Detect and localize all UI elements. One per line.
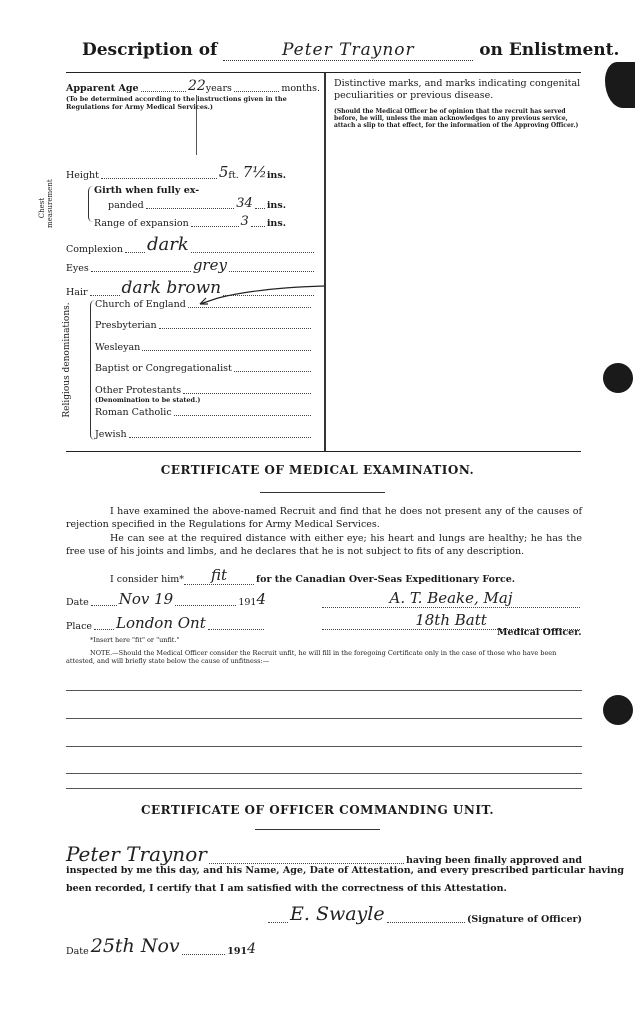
medical-officer-signature-line xyxy=(322,588,580,608)
age-note: (To be determined according to the instructions given in the Regulations for Army Medical Services.) xyxy=(66,95,287,111)
medical-date-row xyxy=(66,590,266,608)
height-in-value: 7½ xyxy=(242,163,267,181)
consider-row xyxy=(110,566,580,585)
height-label: Height xyxy=(66,170,99,181)
officer-signature: E. Swayle xyxy=(290,903,385,925)
binder-hole-artifact xyxy=(605,62,635,108)
medical-place-label: Place xyxy=(66,621,93,632)
complexion-label: Complexion xyxy=(66,244,123,255)
distinctive-marks-note: (Should the Medical Officer be of opinion that the recruit has served before, he will, unless the man acknowledges to any previous service, attach a slip to that effect, for the information of the Approving Officer.) xyxy=(334,108,579,129)
commanding-date-row xyxy=(66,935,256,957)
medical-officer-signature: A. T. Beake, Maj xyxy=(389,589,513,607)
commanding-line-1 xyxy=(66,842,582,866)
apparent-age-row xyxy=(66,78,320,94)
consider-prefix: I consider him* xyxy=(110,574,185,585)
unfitness-line[interactable] xyxy=(66,690,582,691)
girth-unit: ins. xyxy=(266,200,286,211)
distinctive-marks-heading: Distinctive marks, and marks indicating congenital peculiarities or previous disease. xyxy=(334,78,581,101)
document-title xyxy=(82,40,620,61)
religion-label: Roman Catholic xyxy=(95,407,172,418)
officer-signature-row xyxy=(266,903,582,925)
heading-divider xyxy=(260,492,385,493)
commanding-line-3: been recorded, I certify that I am satisfied with the correctness of this Attestation. xyxy=(66,883,507,894)
apparent-age-label: Apparent Age xyxy=(66,83,139,94)
recruit-name-handwritten: Peter Traynor xyxy=(223,40,473,61)
range-value: 3 xyxy=(240,214,249,229)
section-rule xyxy=(66,451,581,452)
religion-label: Jewish xyxy=(95,429,127,440)
binder-hole xyxy=(603,695,633,725)
religion-row[interactable] xyxy=(95,385,313,396)
commanding-year-prefix: 191 xyxy=(227,946,248,957)
girth-label-line1: Girth when fully ex- xyxy=(94,185,200,196)
range-row xyxy=(94,214,286,229)
commanding-line-1-suffix: having been finally approved and xyxy=(405,855,582,866)
medical-officer-title: Medical Officer. xyxy=(497,627,582,638)
medical-date-label: Date xyxy=(66,597,89,608)
binder-hole xyxy=(603,363,633,393)
heading-divider xyxy=(255,829,380,830)
church-of-england-check-mark xyxy=(198,284,328,308)
medical-certificate-heading: CERTIFICATE OF MEDICAL EXAMINATION. xyxy=(160,463,475,477)
complexion-row xyxy=(66,234,316,255)
hair-label: Hair xyxy=(66,287,88,298)
years-label: years xyxy=(205,83,232,94)
unfitness-line[interactable] xyxy=(66,718,582,719)
eyes-label: Eyes xyxy=(66,263,89,274)
religion-row[interactable] xyxy=(95,363,313,374)
religion-row[interactable] xyxy=(95,320,313,331)
ft-label: ft. xyxy=(228,170,239,181)
consider-suffix: for the Canadian Over-Seas Expeditionary Force. xyxy=(256,574,516,585)
medical-year-suffix: 4 xyxy=(256,590,266,608)
girth-row xyxy=(94,196,286,211)
range-unit: ins. xyxy=(266,218,286,229)
title-prefix: Description of xyxy=(82,40,218,60)
religion-group-label: Religious denominations. xyxy=(62,302,72,418)
medical-place-row xyxy=(66,614,266,632)
commanding-date-label: Date xyxy=(66,946,89,957)
eyes-row xyxy=(66,256,316,274)
height-ft-value: 5 xyxy=(218,163,229,181)
religion-label: Church of England xyxy=(95,299,186,310)
signature-label: (Signature of Officer) xyxy=(466,914,582,925)
chest-group-label: Chest measurement xyxy=(38,179,54,228)
unfitness-line[interactable] xyxy=(66,746,582,747)
religion-label: Other Protestants xyxy=(95,385,182,396)
unfitness-line[interactable] xyxy=(66,788,582,789)
complexion-value: dark xyxy=(146,234,189,255)
medical-place-value: London Ont xyxy=(116,614,206,632)
hair-value: dark brown xyxy=(121,278,222,298)
religion-label: Baptist or Congregationalist xyxy=(95,363,232,374)
commanding-date-value: 25th Nov xyxy=(90,935,180,957)
medical-year-prefix: 191 xyxy=(238,597,257,608)
title-suffix: on Enlistment. xyxy=(479,40,620,60)
girth-value: 34 xyxy=(236,196,253,211)
commanding-recruit-name: Peter Traynor xyxy=(66,842,207,866)
range-label: Range of expansion xyxy=(94,218,189,229)
height-row xyxy=(66,163,286,181)
religion-row[interactable] xyxy=(95,407,313,418)
ins-label: ins. xyxy=(266,170,286,181)
fitness-value: fit xyxy=(211,566,228,584)
medical-officer-unit: 18th Batt xyxy=(415,611,487,629)
commanding-year-suffix: 4 xyxy=(247,941,256,957)
medical-date-value: Nov 19 xyxy=(118,590,174,608)
apparent-age-value: 22 xyxy=(187,78,206,94)
girth-label-line2: panded xyxy=(108,200,144,211)
medical-para-1: I have examined the above-named Recruit and find that he does not present any of the causes of rejection specified in the Regulations for Army Medical Services. xyxy=(66,506,582,530)
religion-label: Presbyterian xyxy=(95,320,157,331)
unfit-note: NOTE.—Should the Medical Officer consider the Recruit unfit, he will fill in the foregoing Certificate only in the case of those who have been attested, and will briefly state below the cause of unfitness:— xyxy=(66,649,557,665)
unfitness-line[interactable] xyxy=(66,773,582,774)
months-label: months. xyxy=(281,83,320,94)
religion-note: (Denomination to be stated.) xyxy=(95,396,201,404)
chest-brace xyxy=(88,186,93,222)
commanding-certificate-heading: CERTIFICATE OF OFFICER COMMANDING UNIT. xyxy=(140,803,495,817)
religion-row[interactable] xyxy=(95,342,313,353)
religion-label: Wesleyan xyxy=(95,342,141,353)
medical-para-2: He can see at the required distance with either eye; his heart and lungs are healthy; he has the free use of his joints and limbs, and he declares that he is not subject to fits of any description. xyxy=(66,533,582,557)
column-divider xyxy=(324,73,326,451)
insert-note: *Insert here "fit" or "unfit." xyxy=(90,636,180,644)
eyes-value: grey xyxy=(192,256,227,274)
religion-row[interactable] xyxy=(95,429,313,440)
commanding-line-2: inspected by me this day, and his Name, Age, Date of Attestation, and every prescribed particular having xyxy=(66,865,625,876)
